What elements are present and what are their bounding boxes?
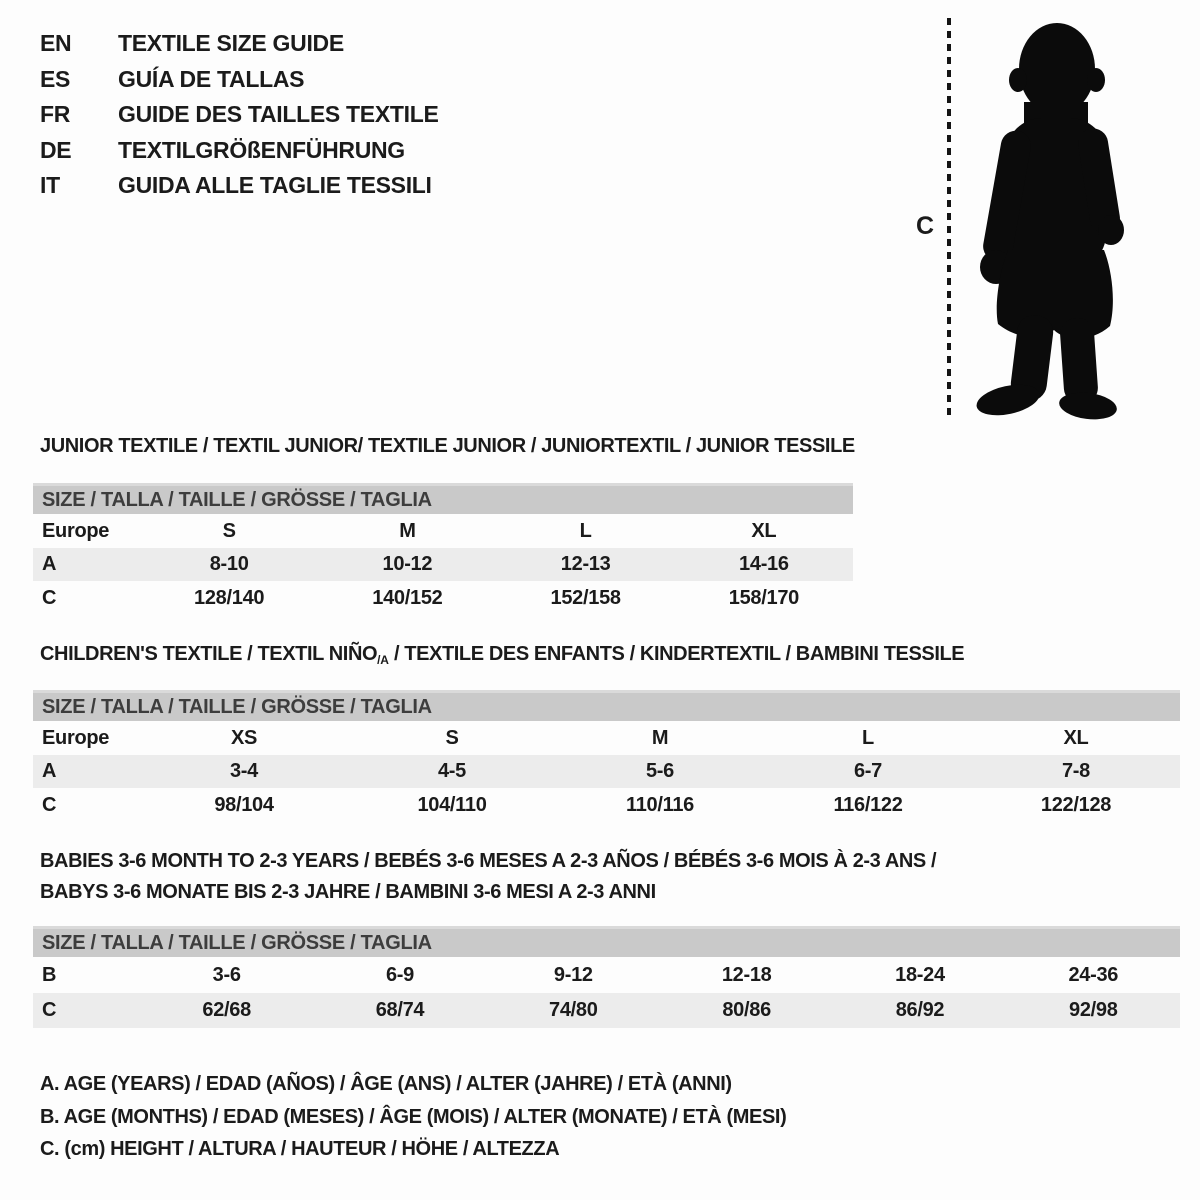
language-code: ES <box>40 65 71 92</box>
language-title: GUIDA ALLE TAGLIE TESSILI <box>118 172 432 198</box>
language-code: EN <box>40 30 72 56</box>
size-header-bar: SIZE / TALLA / TAILLE / GRÖSSE / TAGLIA <box>33 690 1180 721</box>
size-cell: XL <box>1063 726 1089 749</box>
babies-title-line1: BABIES 3-6 MONTH TO 2-3 YEARS / BEBÉS 3-6 MESES A 2-3 AÑOS / BÉBÉS 3-6 MOIS À 2-3 ANS / <box>40 850 937 872</box>
babies-title-line2: BABYS 3-6 MONATE BIS 2-3 JAHRE / BAMBINI 3-6 MESI A 2-3 ANNI <box>40 881 656 903</box>
value-cell: 122/128 <box>1040 793 1112 816</box>
children-size-table <box>33 690 1180 822</box>
value-cell: 7-8 <box>1061 760 1090 782</box>
value-cell: 116/122 <box>833 793 903 816</box>
children-title-pre: CHILDREN'S TEXTILE / TEXTIL NIÑO <box>40 643 378 665</box>
table-row-b <box>33 957 1180 993</box>
value-cell: 12-13 <box>560 553 611 575</box>
size-cell: M <box>651 726 669 749</box>
language-title: TEXTILGRÖßENFÜHRUNG <box>118 136 405 163</box>
value-cell: 74/80 <box>549 999 598 1021</box>
value-cell: 4-5 <box>437 760 466 782</box>
value-cell: 128/140 <box>194 586 265 609</box>
value-cell: 12-18 <box>721 963 772 986</box>
legend-line-a: A. AGE (YEARS) / EDAD (AÑOS) / ÂGE (ANS) / ALTER (JAHRE) / ETÀ (ANNI) <box>40 1073 732 1095</box>
value-cell: 6-7 <box>853 760 882 782</box>
height-measure-label: C <box>916 212 934 240</box>
language-row <box>40 168 439 204</box>
value-cell: 6-9 <box>385 963 414 986</box>
children-title-post: / TEXTILE DES ENFANTS / KINDERTEXTIL / BAMBINI TESSILE <box>388 643 965 665</box>
size-cell: S <box>445 726 459 749</box>
row-label: A <box>42 553 57 575</box>
value-cell: 140/152 <box>372 586 443 609</box>
value-cell: 14-16 <box>739 553 789 575</box>
table-row-c <box>33 993 1180 1028</box>
table-row-a <box>33 548 853 581</box>
language-row <box>40 26 439 62</box>
legend-line-c: C. (cm) HEIGHT / ALTURA / HAUTEUR / HÖHE / ALTEZZA <box>40 1138 560 1160</box>
babies-size-table <box>33 926 1180 1028</box>
value-cell: 86/92 <box>895 999 945 1021</box>
junior-section-title: JUNIOR TEXTILE / TEXTIL JUNIOR/ TEXTILE JUNIOR / JUNIORTEXTIL / JUNIOR TESSILE <box>40 435 855 457</box>
language-code: IT <box>40 172 60 198</box>
row-label: C <box>42 793 57 816</box>
language-row <box>40 97 439 133</box>
language-code: DE <box>40 136 72 163</box>
language-title: TEXTILE SIZE GUIDE <box>118 30 344 56</box>
language-title: GUIDE DES TAILLES TEXTILE <box>118 101 439 127</box>
value-cell: 10-12 <box>382 553 433 575</box>
row-label: A <box>42 760 57 782</box>
language-list <box>40 26 439 204</box>
region-label: Europe <box>42 519 110 542</box>
value-cell: 80/86 <box>722 999 771 1021</box>
table-row-c <box>33 581 853 615</box>
value-cell: 158/170 <box>728 586 799 609</box>
value-cell: 92/98 <box>1069 999 1118 1021</box>
value-cell: 152/158 <box>550 586 621 609</box>
table-header-row <box>33 514 853 548</box>
size-cell: L <box>579 519 592 542</box>
measure-legend <box>40 1068 786 1166</box>
table-row-a <box>33 755 1180 788</box>
size-header-bar: SIZE / TALLA / TAILLE / GRÖSSE / TAGLIA <box>33 483 853 514</box>
value-cell: 110/116 <box>626 793 694 816</box>
babies-section-title <box>40 846 936 908</box>
language-row <box>40 62 439 98</box>
value-cell: 98/104 <box>214 793 274 816</box>
region-label: Europe <box>42 726 110 749</box>
size-header-bar: SIZE / TALLA / TAILLE / GRÖSSE / TAGLIA <box>33 926 1180 957</box>
toddler-silhouette-icon <box>966 12 1138 420</box>
children-title-sub: /A <box>377 653 389 667</box>
size-cell: XS <box>230 726 258 749</box>
table-row-c <box>33 788 1180 822</box>
junior-size-table <box>33 483 853 615</box>
table-header-row <box>33 721 1180 755</box>
value-cell: 3-4 <box>229 760 258 782</box>
value-cell: 5-6 <box>645 760 674 782</box>
value-cell: 68/74 <box>375 999 425 1021</box>
size-cell: L <box>862 726 874 749</box>
value-cell: 18-24 <box>895 963 945 986</box>
row-label: C <box>42 999 57 1021</box>
size-cell: M <box>399 519 416 542</box>
value-cell: 62/68 <box>202 999 251 1021</box>
language-title: GUÍA DE TALLAS <box>118 65 305 92</box>
row-label: C <box>42 586 57 609</box>
value-cell: 8-10 <box>209 553 249 575</box>
size-cell: XL <box>751 519 777 542</box>
value-cell: 9-12 <box>553 963 593 986</box>
size-cell: S <box>222 519 236 542</box>
value-cell: 3-6 <box>212 963 241 986</box>
children-section-title <box>40 639 964 676</box>
value-cell: 104/110 <box>417 793 487 816</box>
height-measure-dashed-line <box>947 18 951 416</box>
row-label: B <box>42 963 57 986</box>
value-cell: 24-36 <box>1068 963 1119 986</box>
language-row <box>40 133 439 169</box>
language-code: FR <box>40 101 71 127</box>
legend-line-b: B. AGE (MONTHS) / EDAD (MESES) / ÂGE (MOIS) / ALTER (MONATE) / ETÀ (MESI) <box>40 1105 787 1128</box>
